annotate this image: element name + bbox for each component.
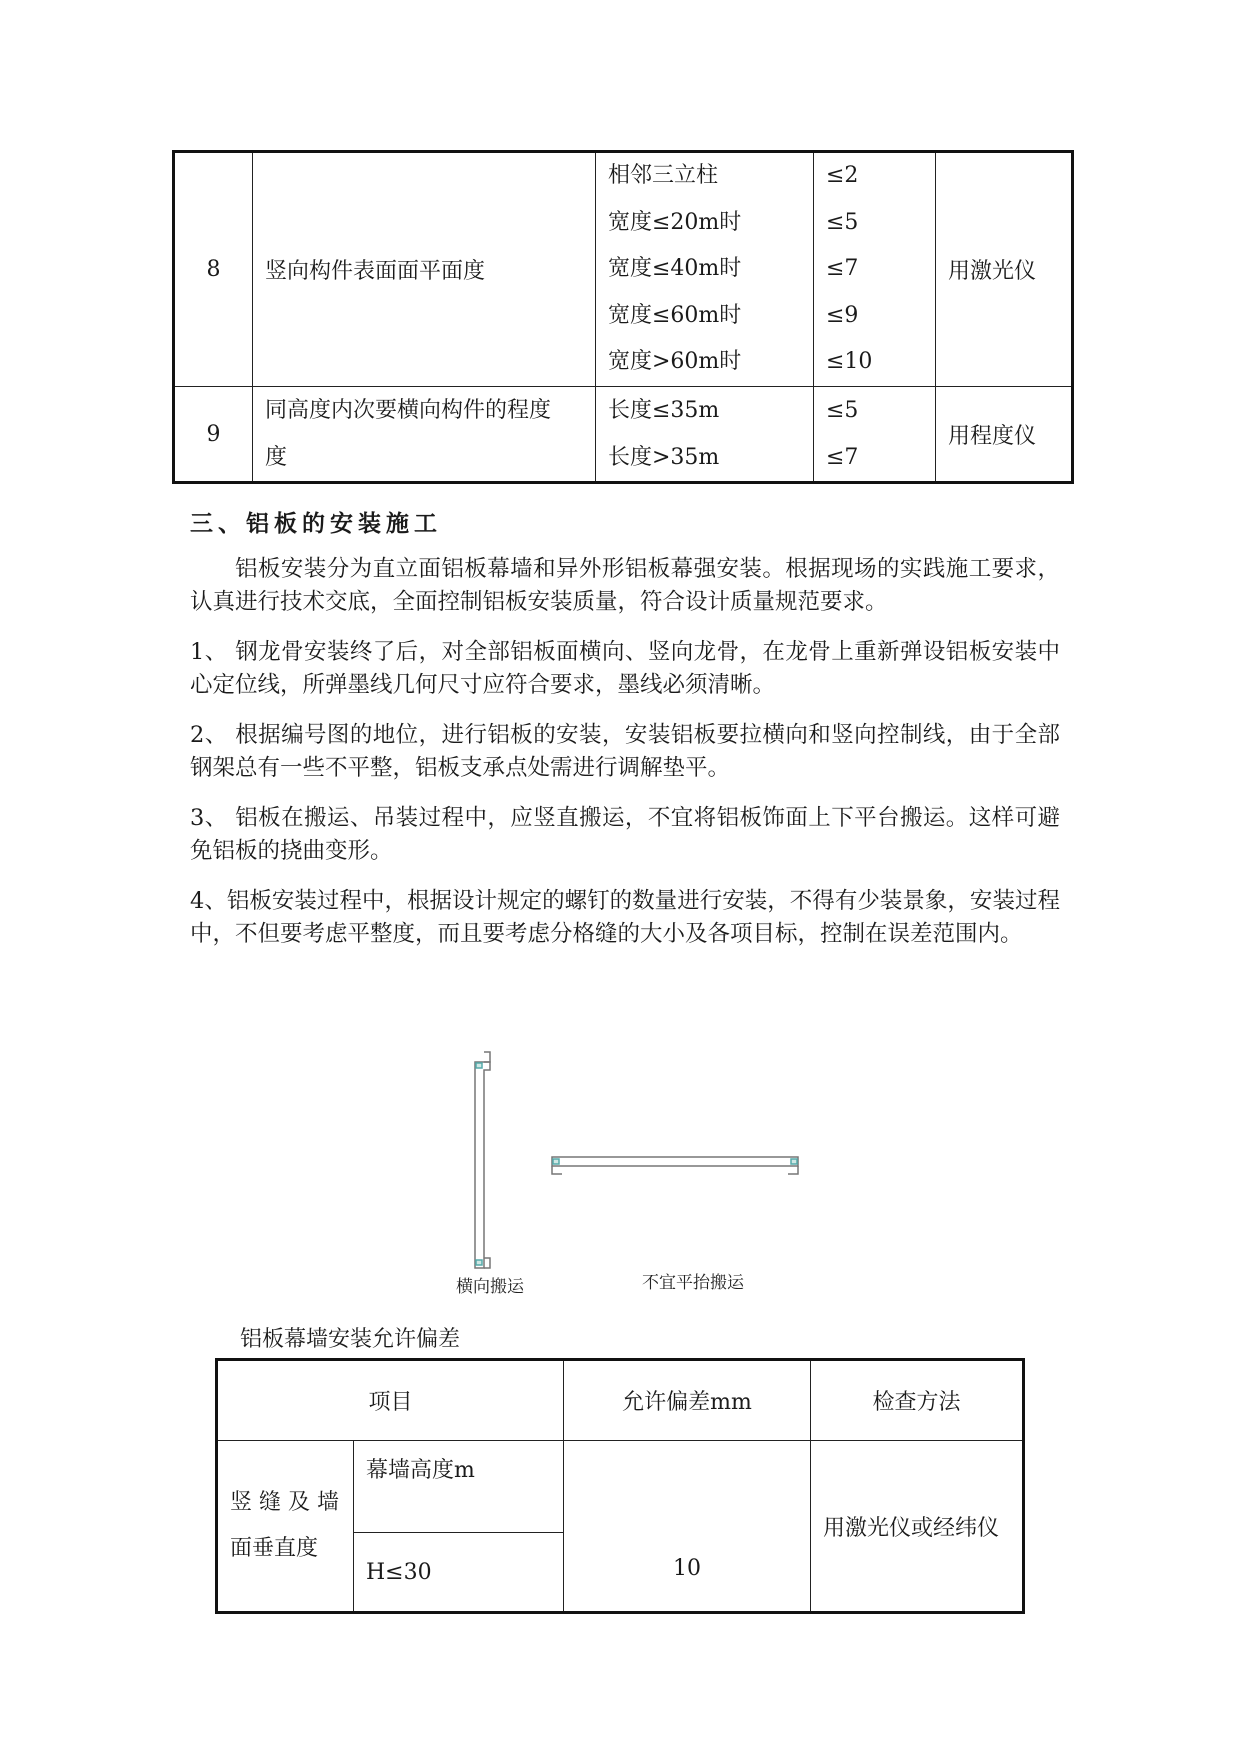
row-item: [253, 387, 596, 483]
row-conditions: [596, 152, 814, 387]
vertical-panel-drawing: [475, 1052, 490, 1268]
condition-line: 相邻三立柱: [608, 163, 719, 189]
panel-transport-figure: [430, 1040, 830, 1300]
row-values: [814, 152, 936, 387]
value-line: ≤2: [826, 163, 859, 189]
row-sub-height: 幕墙高度m: [354, 1441, 564, 1533]
list-item: 2、 根据编号图的地位，进行铝板的安装，安装铝板要拉横向和竖向控制线，由于全部钢架总有一些不平整，铝板支承点处需进行调解垫平。: [190, 722, 1060, 781]
list-item: 3、 铝板在搬运、吊装过程中，应竖直搬运，不宜将铝板饰面上下平台搬运。这样可避免铝板的挠曲变形。: [190, 805, 1060, 864]
list-item: 4、铝板安装过程中，根据设计规定的螺钉的数量进行安装，不得有少装景象，安装过程中，不但要考虑平整度，而且要考虑分格缝的大小及各项目标，控制在误差范围内。: [190, 888, 1060, 947]
section-heading: 三、铝板的安装施工: [190, 511, 442, 537]
row-item: 竖向构件表面面平面度: [253, 152, 596, 387]
value-line: ≤10: [826, 349, 873, 375]
table-caption: 铝板幕墙安装允许偏差: [240, 1327, 461, 1352]
row-values: [814, 387, 936, 483]
condition-line: 宽度≤60m时: [608, 302, 742, 328]
condition-line: 长度>35m: [608, 445, 720, 470]
condition-line: 宽度≤20m时: [608, 209, 742, 235]
horizontal-panel-drawing: [552, 1157, 798, 1174]
value-line: ≤5: [826, 209, 859, 235]
header-item: 项目: [217, 1360, 564, 1441]
row-method: 用程度仪: [936, 387, 1073, 483]
value-line: ≤5: [826, 398, 859, 423]
item-line: 面垂直度: [230, 1536, 319, 1561]
row-tolerance: 10: [564, 1441, 811, 1613]
row-item: [217, 1441, 354, 1613]
header-method: 检查方法: [811, 1360, 1024, 1441]
row-method: 用激光仪: [936, 152, 1073, 387]
row-method: 用激光仪或经纬仪: [811, 1441, 1024, 1613]
item-line: 竖 缝 及 墙: [230, 1490, 339, 1515]
item-line: 度: [265, 445, 288, 470]
item-line: 同高度内次要横向构件的程度: [265, 398, 552, 423]
table-row: [217, 1441, 1024, 1533]
header-tolerance: 允许偏差mm: [564, 1360, 811, 1441]
table-header-row: [217, 1360, 1024, 1441]
value-line: ≤7: [826, 445, 859, 470]
figure-caption-left: 横向搬运: [456, 1277, 524, 1297]
condition-line: 长度≤35m: [608, 398, 720, 423]
tolerance-table-top: [172, 150, 1074, 484]
value-line: ≤7: [826, 256, 859, 282]
row-number: 8: [174, 152, 253, 387]
condition-line: 宽度≤40m时: [608, 256, 742, 282]
figure-caption-right: 不宜平抬搬运: [642, 1273, 744, 1293]
row-sub-condition: H≤30: [354, 1533, 564, 1613]
row-number: 9: [174, 387, 253, 483]
condition-line: 宽度>60m时: [608, 349, 742, 375]
value-line: ≤9: [826, 302, 859, 328]
table-row: [174, 387, 1073, 483]
tolerance-table-bottom: [215, 1358, 1025, 1614]
row-conditions: [596, 387, 814, 483]
table-row: [174, 152, 1073, 387]
intro-paragraph: 铝板安装分为直立面铝板幕墙和异外形铝板幕强安装。根据现场的实践施工要求，认真进行技术交底，全面控制铝板安装质量，符合设计质量规范要求。: [190, 556, 1060, 615]
list-item: 1、 钢龙骨安装终了后，对全部铝板面横向、竖向龙骨，在龙骨上重新弹设铝板安装中心定位线，所弹墨线几何尺寸应符合要求，墨线必须清晰。: [190, 639, 1060, 698]
